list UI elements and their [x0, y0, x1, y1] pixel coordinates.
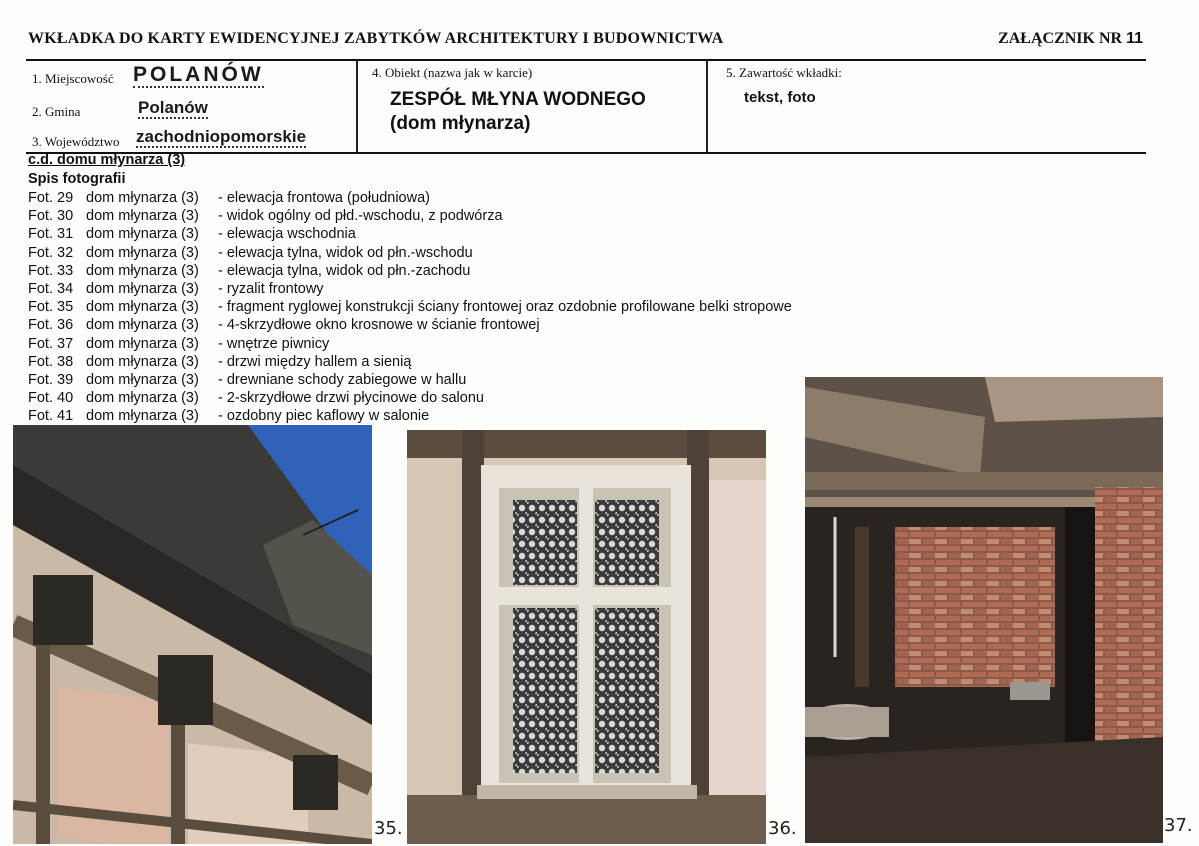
photo-number: Fot. 35	[28, 299, 74, 316]
photo-35-label: 35.	[374, 818, 403, 839]
photo-description: - elewacja wschodnia	[218, 226, 356, 243]
voivodeship-value: zachodniopomorskie	[136, 127, 307, 146]
photo-number: Fot. 40	[28, 390, 74, 407]
photo-37-image	[805, 377, 1163, 843]
content-label: 5. Zawartość wkładki:	[726, 65, 842, 80]
photo-object: dom młynarza (3)	[86, 208, 199, 225]
photo-35	[13, 425, 372, 844]
photo-description: - ryzalit frontowy	[218, 280, 324, 297]
photo-object: dom młynarza (3)	[86, 335, 199, 352]
photo-number: Fot. 29	[28, 190, 74, 206]
content-value: tekst, foto	[744, 89, 816, 106]
photo-object: dom młynarza (3)	[86, 244, 199, 261]
photo-list-item	[28, 353, 792, 371]
photo-number: Fot. 33	[28, 262, 74, 279]
photo-object: dom młynarza (3)	[86, 280, 199, 297]
photo-list-item	[28, 316, 792, 334]
photo-description: - 4-skrzydłowe okno krosnowe w ścianie frontowej	[218, 317, 540, 334]
photo-list	[28, 189, 792, 425]
photo-description: - ozdobny piec kaflowy w salonie	[218, 408, 430, 425]
city-value: POLANÓW	[133, 64, 264, 88]
photo-object: dom młynarza (3)	[86, 262, 199, 279]
photo-object: dom młynarza (3)	[86, 190, 199, 206]
photo-number: Fot. 39	[28, 371, 74, 388]
annex-label	[998, 30, 1143, 48]
photo-37-label: 37.	[1164, 815, 1193, 836]
photo-number: Fot. 34	[28, 280, 74, 297]
photo-list-item	[28, 207, 792, 225]
photo-list-item	[28, 244, 792, 262]
photo-description: - elewacja frontowa (południowa)	[218, 190, 430, 206]
photo-36	[407, 430, 766, 844]
photo-list-item	[28, 389, 792, 407]
photo-36-image	[407, 430, 766, 844]
voivodeship-label: 3. Województwo	[32, 134, 120, 149]
photo-description: - drewniane schody zabiegowe w hallu	[218, 371, 467, 388]
photo-object: dom młynarza (3)	[86, 226, 199, 243]
photo-description: - drzwi między hallem a sienią	[218, 353, 412, 370]
header-fields-box	[26, 59, 1146, 154]
photo-35-image	[13, 425, 372, 844]
gmina-value: Polanów	[138, 98, 208, 117]
annex-number: 11	[1126, 30, 1143, 47]
photo-description: - elewacja tylna, widok od płn.-wschodu	[218, 244, 473, 261]
photo-number: Fot. 41	[28, 408, 74, 425]
photo-36-label: 36.	[768, 818, 797, 839]
photo-description: - fragment ryglowej konstrukcji ściany frontowej oraz ozdobnie profilowane belki stropowe	[218, 299, 792, 316]
photo-number: Fot. 38	[28, 353, 74, 370]
photo-37	[805, 377, 1163, 843]
photo-list-heading: Spis fotografii	[28, 171, 126, 187]
photo-number: Fot. 36	[28, 317, 74, 334]
photo-object: dom młynarza (3)	[86, 390, 199, 407]
photo-object: dom młynarza (3)	[86, 371, 199, 388]
gmina-label: 2. Gmina	[32, 104, 81, 119]
photo-list-item	[28, 189, 792, 207]
photo-list-item	[28, 262, 792, 280]
photo-number: Fot. 30	[28, 208, 74, 225]
object-name-line2: (dom młynarza)	[390, 113, 531, 134]
photo-list-item	[28, 407, 792, 425]
photo-list-item	[28, 280, 792, 298]
annex-label-text: ZAŁĄCZNIK NR	[998, 30, 1123, 47]
object-name	[390, 88, 646, 136]
photo-object: dom młynarza (3)	[86, 317, 199, 334]
photo-number: Fot. 32	[28, 244, 74, 261]
photo-description: - wnętrze piwnicy	[218, 335, 330, 352]
photo-number: Fot. 37	[28, 335, 74, 352]
section-subtitle: c.d. domu młynarza (3)	[28, 152, 186, 168]
photo-number: Fot. 31	[28, 226, 74, 243]
column-divider	[706, 61, 708, 152]
photo-description: - widok ogólny od płd.-wschodu, z podwórza	[218, 208, 503, 225]
column-divider	[356, 61, 358, 152]
photo-list-item	[28, 298, 792, 316]
document-title: WKŁADKA DO KARTY EWIDENCYJNEJ ZABYTKÓW ARCHITEKTURY I BUDOWNICTWA	[28, 30, 724, 47]
city-label: 1. Miejscowość	[32, 71, 114, 86]
photo-object: dom młynarza (3)	[86, 299, 199, 316]
object-label: 4. Obiekt (nazwa jak w karcie)	[372, 65, 533, 80]
photo-list-item	[28, 371, 792, 389]
photo-list-item	[28, 225, 792, 243]
photo-object: dom młynarza (3)	[86, 408, 199, 425]
photo-object: dom młynarza (3)	[86, 353, 199, 370]
photo-description: - elewacja tylna, widok od płn.-zachodu	[218, 262, 471, 279]
object-name-line1: ZESPÓŁ MŁYNA WODNEGO	[390, 89, 646, 110]
photo-description: - 2-skrzydłowe drzwi płycinowe do salonu	[218, 390, 484, 407]
photo-list-item	[28, 335, 792, 353]
